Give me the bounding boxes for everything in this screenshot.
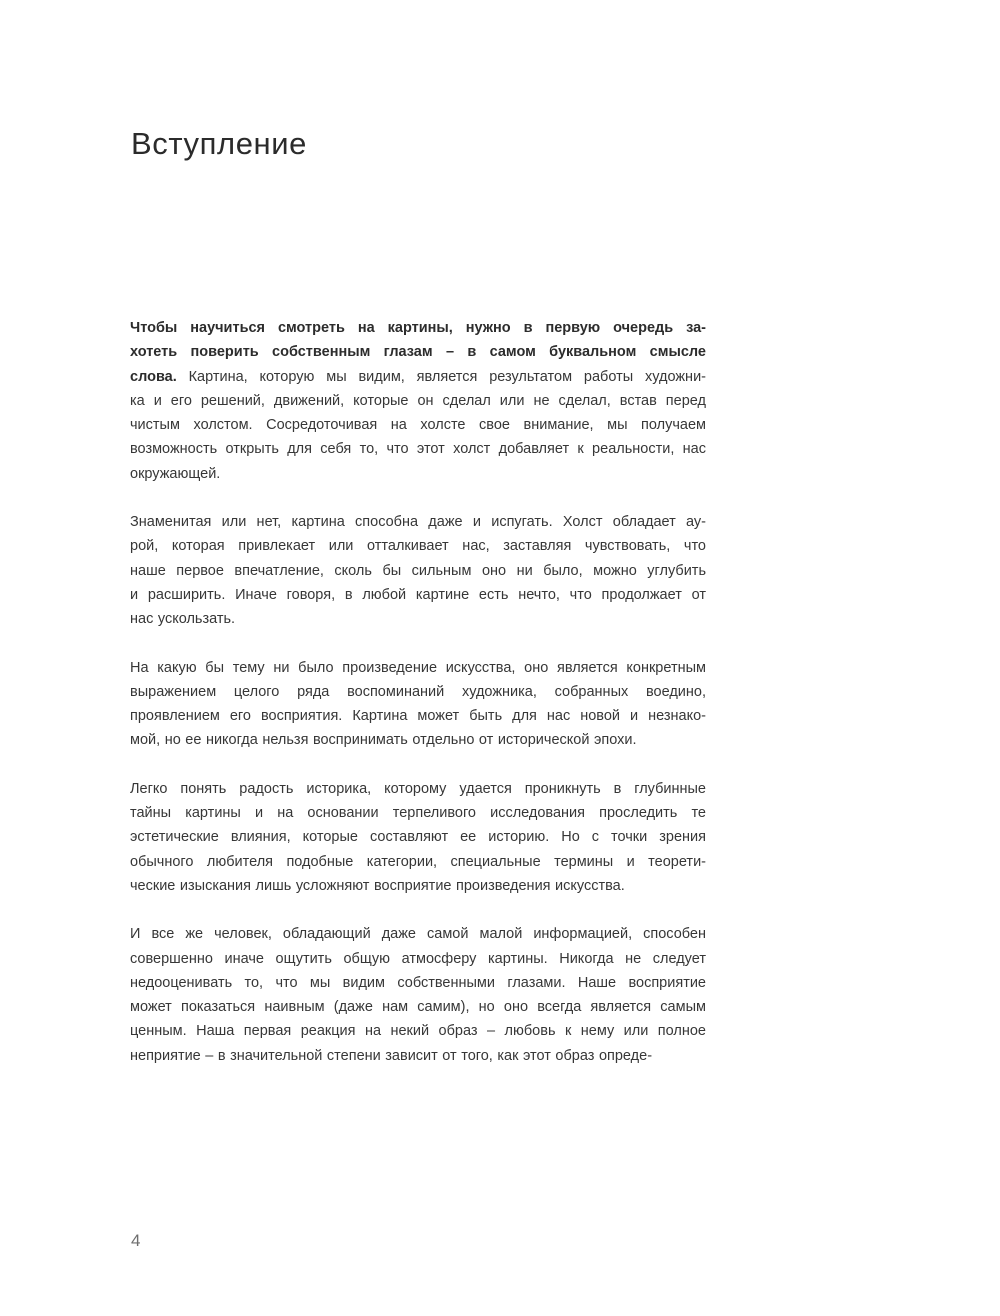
text-run: проявлением его восприятия. Картина может быть для нас новой и незнако- (130, 708, 706, 725)
text-line (130, 510, 706, 534)
text-run: рой, которая привлекает или отталкивает нас, заставляя чувствовать, что (130, 538, 706, 555)
bold-text-run: хотеть поверить собственным глазам – в самом буквальном смысле (130, 344, 706, 361)
text-line (130, 1044, 706, 1068)
text-run: эстетические влияния, которые составляют ее историю. Но с точки зрения (130, 829, 706, 846)
text-line (130, 1019, 706, 1043)
text-line (130, 559, 706, 583)
text-run: ка и его решений, движений, которые он сделал или не сделал, встав перед (130, 392, 706, 409)
bold-text-run: слова. (130, 368, 177, 385)
text-line (130, 777, 706, 801)
text-line (130, 801, 706, 825)
text-line (130, 947, 706, 971)
text-line (130, 389, 706, 413)
text-run: окружающей. (130, 465, 221, 482)
text-run: совершенно иначе ощутить общую атмосферу картины. Никогда не следует (130, 950, 706, 967)
text-run: нас ускользать. (130, 611, 236, 628)
text-run: чистым холстом. Сосредоточивая на холсте свое внимание, мы получаем (130, 417, 706, 434)
text-line (130, 437, 706, 461)
chapter-title: Вступление (131, 126, 308, 161)
text-line (130, 850, 706, 874)
text-line (130, 680, 706, 704)
text-run: мой, но ее никогда нельзя воспринимать отдельно от исторической эпохи. (130, 732, 637, 749)
body-paragraph (130, 510, 706, 631)
text-run: ческие изыскания лишь усложняют восприятие произведения искусства. (130, 877, 625, 894)
text-run: Знаменитая или нет, картина способна даже и испугать. Холст обладает ау- (130, 514, 706, 531)
text-run: и расширить. Иначе говоря, в любой картине есть нечто, что продолжает от (130, 586, 706, 603)
text-run: может показаться наивным (даже нам самим), но оно всегда является самым (130, 999, 706, 1016)
text-run: выражением целого ряда воспоминаний художника, собранных воедино, (130, 683, 706, 700)
text-line (130, 583, 706, 607)
text-line (130, 413, 706, 437)
text-line (130, 922, 706, 946)
body-paragraph (130, 777, 706, 898)
text-run: И все же человек, обладающий даже самой малой информацией, способен (130, 926, 706, 943)
text-line (130, 340, 706, 364)
text-run: неприятие – в значительной степени зависит от того, как этот образ опреде- (130, 1047, 653, 1064)
text-run: наше первое впечатление, сколь бы сильным оно ни было, можно углубить (130, 562, 706, 579)
text-line (130, 365, 706, 389)
text-line (130, 462, 706, 486)
text-line (130, 607, 706, 631)
bold-text-run: Чтобы научиться смотреть на картины, нужно в первую очередь за- (130, 320, 706, 336)
body-paragraph (130, 922, 706, 1068)
page-number: 4 (131, 1231, 141, 1250)
text-run: возможность открыть для себя то, что этот холст добавляет к реальности, нас (130, 441, 706, 458)
text-line (130, 825, 706, 849)
text-run: Картина, которую мы видим, является результатом работы художни- (176, 368, 706, 385)
text-run: ценным. Наша первая реакция на некий образ – любовь к нему или полное (130, 1023, 706, 1040)
text-run: обычного любителя подобные категории, специальные термины и теорети- (130, 853, 706, 870)
text-line (130, 704, 706, 728)
text-line (130, 656, 706, 680)
text-run: На какую бы тему ни было произведение искусства, оно является конкретным (130, 659, 706, 676)
text-run: тайны картины и на основании терпеливого исследования проследить те (130, 805, 706, 822)
text-line (130, 874, 706, 898)
text-line (130, 971, 706, 995)
text-line (130, 316, 706, 340)
text-line (130, 995, 706, 1019)
text-run: недооценивать то, что мы видим собственными глазами. Наше восприятие (130, 974, 706, 991)
body-paragraph (130, 316, 706, 486)
body-text (130, 316, 706, 1092)
text-line (130, 534, 706, 558)
body-paragraph (130, 656, 706, 753)
text-line (130, 728, 706, 752)
text-run: Легко понять радость историка, которому удается проникнуть в глубинные (130, 780, 706, 797)
